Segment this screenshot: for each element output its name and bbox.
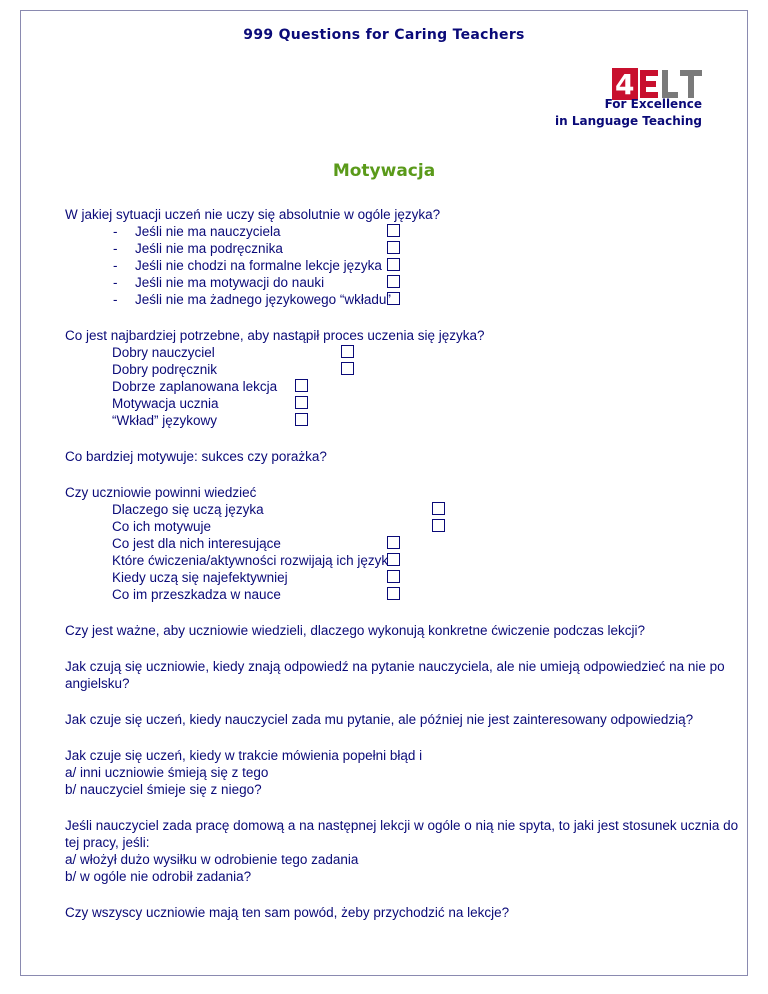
option-text: Dobry podręcznik (112, 362, 218, 377)
option-text: Co ich motywuje (112, 519, 212, 534)
option-text: Co im przeszkadza w nauce (112, 587, 281, 602)
question-text: Co jest najbardziej potrzebne, aby nastąpił proces uczenia się języka? (65, 328, 485, 343)
option-text: Dlaczego się uczą języka (112, 502, 264, 517)
option-text: Jeśli nie ma nauczyciela (135, 224, 281, 239)
question-8: Jak czuje się uczeń, kiedy w trakcie mówienia popełni błąd i a/ inni uczniowie śmieją się z tego b/ nauczyciel śmieje się z niego? (65, 748, 423, 797)
question-2 (65, 327, 715, 429)
document-title: Motywacja (332, 161, 436, 181)
option-text: Jeśli nie ma motywacji do nauki (135, 275, 325, 290)
checkbox[interactable] (387, 536, 400, 549)
checkbox[interactable] (387, 275, 400, 288)
checkbox[interactable] (387, 553, 400, 566)
question-1: W jakiej sytuacji uczeń nie uczy się absolutnie w ogóle języka? - Jeśli nie ma nauczyciela - Jeśli nie ma podręcznika - Jeśli nie chodzi na formalne lekcje języka - Jeśli nie ma motywacji do nauki - Jeśli nie ma żadnego językowego “wkładu” (65, 207, 441, 307)
checkbox[interactable] (295, 379, 308, 392)
question-9: Jeśli nauczyciel zada pracę domową a na następnej lekcji w ogóle o nią nie spyta, to jaki jest stosunek ucznia do tej pracy, jeśli: a/ włożył dużo wysiłku w odrobienie tego zadania b/ w ogóle nie odrobił zadania? (65, 818, 739, 884)
logo-tagline: For Excellence in Language Teaching (555, 97, 702, 128)
option-text: Które ćwiczenia/aktywności rozwijają ich język (112, 553, 389, 568)
question-6: Jak czują się uczniowie, kiedy znają odpowiedź na pytanie nauczyciela, ale nie umieją odpowiedzieć na nie po angielsku? (65, 659, 725, 691)
checkbox[interactable] (432, 502, 445, 515)
header-title: 999 Questions for Caring Teachers (243, 27, 525, 43)
question-5: Czy jest ważne, aby uczniowie wiedzieli, dlaczego wykonują konkretne ćwiczenie podczas lekcji? (65, 623, 646, 638)
option-text: Dobrze zaplanowana lekcja (112, 379, 278, 394)
checkbox[interactable] (387, 587, 400, 600)
checkbox[interactable] (341, 345, 354, 358)
question-7: Jak czuje się uczeń, kiedy nauczyciel zada mu pytanie, ale później nie jest zainteresowany odpowiedzią? (65, 712, 694, 727)
svg-text:4: 4 (615, 68, 635, 100)
checkbox[interactable] (387, 292, 400, 305)
option-text: Motywacja ucznia (112, 396, 219, 411)
checkbox[interactable] (387, 258, 400, 271)
option-text: Jeśli nie chodzi na formalne lekcje języka (135, 258, 382, 273)
checkbox[interactable] (295, 413, 308, 426)
checkbox[interactable] (387, 224, 400, 237)
question-text: W jakiej sytuacji uczeń nie uczy się absolutnie w ogóle języka? (65, 207, 441, 222)
checkbox[interactable] (295, 396, 308, 409)
checkbox[interactable] (432, 519, 445, 532)
question-text: Czy uczniowie powinni wiedzieć (65, 485, 257, 500)
question-3: Co bardziej motywuje: sukces czy porażka? (65, 449, 327, 464)
checkbox[interactable] (341, 362, 354, 375)
option-text: “Wkład” językowy (112, 413, 218, 428)
checkbox[interactable] (387, 241, 400, 254)
option-text: Co jest dla nich interesujące (112, 536, 281, 551)
option-text: Jeśli nie ma żadnego językowego “wkładu” (135, 292, 391, 307)
checkbox[interactable] (387, 570, 400, 583)
option-text: Jeśli nie ma podręcznika (135, 241, 283, 256)
question-10: Czy wszyscy uczniowie mają ten sam powód, żeby przychodzić na lekcje? (65, 905, 510, 920)
questionnaire (65, 206, 739, 921)
option-text: Dobry nauczyciel (112, 345, 215, 360)
question-4 (65, 484, 715, 603)
option-text: Kiedy uczą się najefektywniej (112, 570, 288, 585)
